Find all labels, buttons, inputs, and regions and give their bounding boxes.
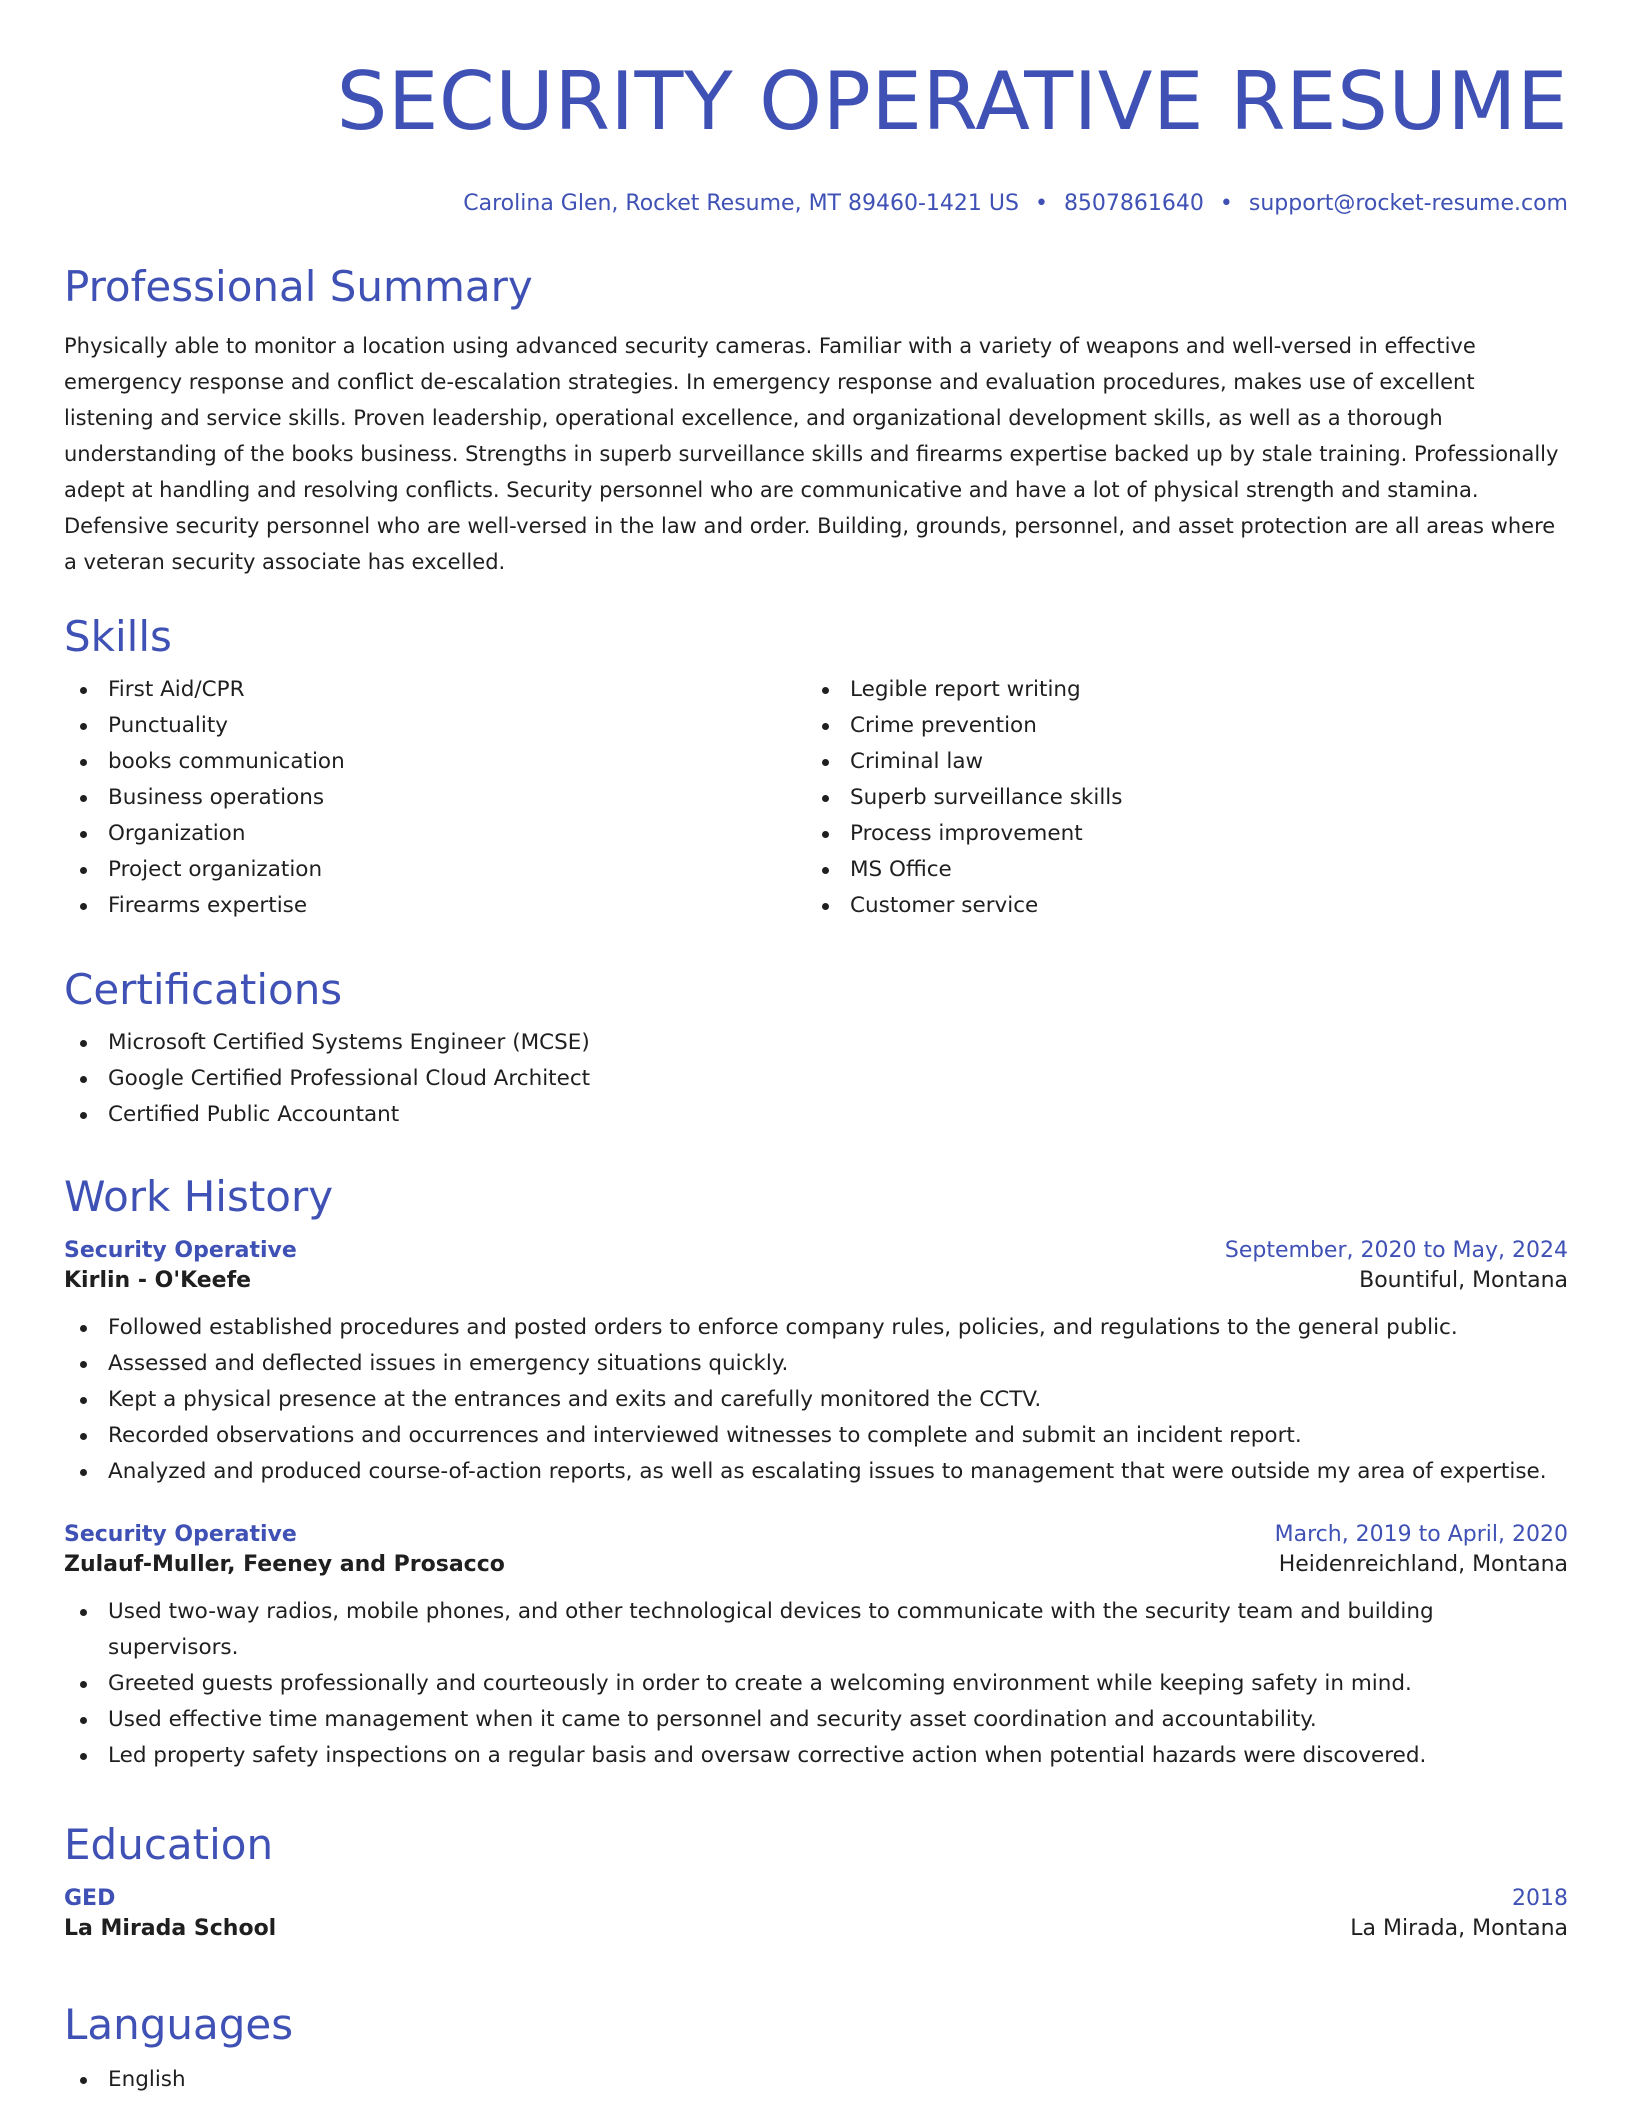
- job-company: Kirlin - O'Keefe: [64, 1268, 252, 1293]
- skill-item: Customer service: [806, 888, 1548, 924]
- summary-text: Physically able to monitor a location using advanced security cameras. Familiar with a variety of weapons and well-versed in effective emergency response and conflict de-escalation strategies. In emergency response and evaluation procedures, makes use of excellent listening and service skills. Proven leadership, operational excellence, and organizational development skills, as well as a thorough understanding of the books business. Strengths in superb surveillance skills and firearms expertise backed up by stale training. Professionally adept at handling and resolving conflicts. Security personnel who are communicative and have a lot of physical strength and stamina. Defensive security personnel who are well-versed in the law and order. Building, grounds, personnel, and asset protection are all areas where a veteran security associate has excelled.: [64, 334, 1559, 574]
- job-title: Security Operative: [64, 1522, 297, 1547]
- job-title: Security Operative: [64, 1238, 297, 1263]
- work-history-section: [64, 1172, 1568, 1774]
- job-duty-item: Assessed and deflected issues in emergency situations quickly.: [64, 1346, 1568, 1382]
- skills-grid: [64, 672, 1568, 924]
- job-header-row: [64, 1236, 1568, 1266]
- certifications-list: [64, 1025, 1568, 1133]
- job-dates: September, 2020 to May, 2024: [1224, 1238, 1568, 1263]
- job-company-row: [64, 1550, 1568, 1580]
- contact-separator: •: [1034, 191, 1048, 216]
- resume-title: SECURITY OPERATIVE RESUME: [336, 55, 1568, 148]
- job-duty-item: Used two-way radios, mobile phones, and other technological devices to communicate with the security team and building supervisors.: [64, 1594, 1568, 1666]
- section-heading-skills: Skills: [64, 612, 172, 661]
- skills-section: [64, 612, 1568, 924]
- section-heading-education: Education: [64, 1820, 274, 1869]
- skill-item: Business operations: [64, 780, 806, 816]
- job-duty-item: Recorded observations and occurrences and interviewed witnesses to complete and submit an incident report.: [64, 1418, 1568, 1454]
- job-duty-item: Led property safety inspections on a regular basis and oversaw corrective action when potential hazards were discovered.: [64, 1738, 1568, 1774]
- education-section: [64, 1820, 1568, 1944]
- skill-item: Punctuality: [64, 708, 806, 744]
- languages-section: [64, 2000, 1568, 2098]
- job-duty-item: Followed established procedures and posted orders to enforce company rules, policies, and regulations to the general public.: [64, 1310, 1568, 1346]
- job-company-row: [64, 1266, 1568, 1296]
- languages-list: [64, 2062, 1568, 2098]
- contact-separator: •: [1219, 191, 1233, 216]
- job-location: Bountiful, Montana: [1359, 1268, 1568, 1293]
- contact-email[interactable]: support@rocket-resume.com: [1248, 191, 1568, 216]
- certification-item: Microsoft Certified Systems Engineer (MCSE): [64, 1025, 1568, 1061]
- certification-item: Certified Public Accountant: [64, 1097, 1568, 1133]
- education-degree: GED: [64, 1886, 116, 1911]
- job-entry: [64, 1520, 1568, 1774]
- language-item: English: [64, 2062, 1568, 2098]
- education-location: La Mirada, Montana: [1350, 1916, 1568, 1941]
- skills-list-right: [806, 672, 1548, 924]
- section-heading-summary: Professional Summary: [64, 262, 533, 311]
- job-duty-item: Greeted guests professionally and courteously in order to create a welcoming environment while keeping safety in mind.: [64, 1666, 1568, 1702]
- job-entry: [64, 1236, 1568, 1490]
- skill-item: books communication: [64, 744, 806, 780]
- section-heading-work-history: Work History: [64, 1172, 334, 1221]
- resume-page: [64, 0, 1568, 2112]
- section-heading-languages: Languages: [64, 2000, 294, 2049]
- job-duty-item: Analyzed and produced course-of-action reports, as well as escalating issues to management that were outside my area of expertise.: [64, 1454, 1568, 1490]
- education-school: La Mirada School: [64, 1916, 277, 1941]
- job-duty-item: Used effective time management when it came to personnel and security asset coordination and accountability.: [64, 1702, 1568, 1738]
- skill-item: Crime prevention: [806, 708, 1548, 744]
- job-duty-item: Kept a physical presence at the entrances and exits and carefully monitored the CCTV.: [64, 1382, 1568, 1418]
- job-duties-list: [64, 1594, 1568, 1774]
- skill-item: MS Office: [806, 852, 1548, 888]
- job-header-row: [64, 1520, 1568, 1550]
- education-school-row: [64, 1914, 1568, 1944]
- skill-item: Superb surveillance skills: [806, 780, 1548, 816]
- skill-item: First Aid/CPR: [64, 672, 806, 708]
- skills-list-left: [64, 672, 806, 924]
- job-location: Heidenreichland, Montana: [1278, 1552, 1568, 1577]
- professional-summary-section: [64, 262, 1568, 580]
- job-duties-list: [64, 1310, 1568, 1490]
- contact-line: [64, 190, 1568, 218]
- resume-header: [64, 0, 1568, 218]
- skill-item: Legible report writing: [806, 672, 1548, 708]
- job-company: Zulauf-Muller, Feeney and Prosacco: [64, 1552, 505, 1577]
- skill-item: Organization: [64, 816, 806, 852]
- education-entry: [64, 1884, 1568, 1944]
- certifications-section: [64, 965, 1568, 1133]
- skill-item: Process improvement: [806, 816, 1548, 852]
- certification-item: Google Certified Professional Cloud Architect: [64, 1061, 1568, 1097]
- skill-item: Criminal law: [806, 744, 1548, 780]
- skill-item: Project organization: [64, 852, 806, 888]
- education-year: 2018: [1512, 1886, 1568, 1911]
- section-heading-certifications: Certifications: [64, 965, 343, 1014]
- job-dates: March, 2019 to April, 2020: [1274, 1522, 1568, 1547]
- contact-address: Carolina Glen, Rocket Resume, MT 89460-1421 US: [463, 191, 1019, 216]
- skill-item: Firearms expertise: [64, 888, 806, 924]
- contact-phone[interactable]: 8507861640: [1063, 191, 1204, 216]
- education-header-row: [64, 1884, 1568, 1914]
